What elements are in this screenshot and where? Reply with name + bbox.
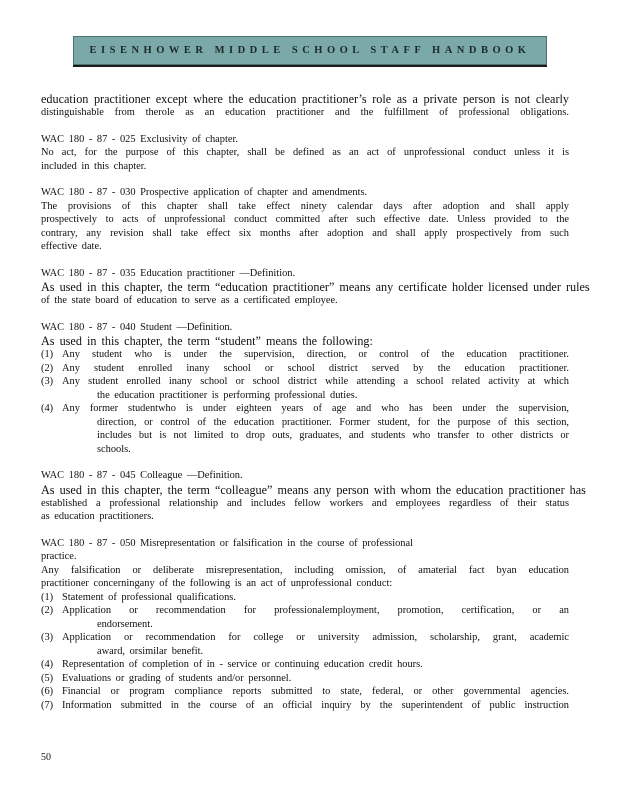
item-line: Any former studentwho is under eighteen years of age and who has been under the supervision, xyxy=(62,403,569,414)
item-number: (4) xyxy=(41,659,54,670)
item-line: Any student who is under the supervision, direction, or control of the education practitioner. xyxy=(62,349,569,360)
item-number: (4) xyxy=(41,403,54,414)
list-item xyxy=(41,362,569,376)
section-025-heading: WAC 180 - 87 - 025 Exclusivity of chapter. xyxy=(41,133,238,145)
list-item xyxy=(41,658,569,672)
page-number: 50 xyxy=(41,752,51,763)
section-030-heading: WAC 180 - 87 - 030 Prospective application of chapter and amendments. xyxy=(41,187,368,198)
section-030-line-4: effective date. xyxy=(41,241,102,252)
section-045-line-2: established a professional relationship and includes fellow workers and employees regardless of their status xyxy=(41,497,569,509)
header-title: EISENHOWER MIDDLE SCHOOL STAFF HANDBOOK xyxy=(89,45,531,56)
item-number: (2) xyxy=(41,362,54,374)
section-040-intro: As used in this chapter, the term “student” means the following: xyxy=(41,334,373,348)
item-line: includes but is not limited to drop outs, graduates, and students who transfer to other districts or xyxy=(97,430,569,441)
section-025-line-1: No act, for the purpose of this chapter, shall be defined as an act of unprofessional conduct unless it is xyxy=(41,147,569,158)
section-035-line-2: of the state board of education to serve as a certificated employee. xyxy=(41,295,338,306)
item-line: Application or recommendation for professionalemployment, promotion, certification, or an xyxy=(62,605,569,616)
list-item xyxy=(41,604,569,631)
intro-line-1: education practitioner except where the education practitioner’s role as a private person is not clearly xyxy=(41,92,569,106)
section-050-heading: WAC 180 - 87 - 050 Misrepresentation or falsification in the course of professional xyxy=(41,537,413,549)
item-number: (3) xyxy=(41,376,54,387)
section-050-line-1: Any falsification or deliberate misrepresentation, including omission, of amaterial fact byan education xyxy=(41,564,569,576)
list-item xyxy=(41,631,569,658)
item-line: schools. xyxy=(97,443,131,455)
list-item xyxy=(41,685,569,699)
section-030-line-1: The provisions of this chapter shall take effect ninety calendar days after adoption and shall apply xyxy=(41,200,569,212)
item-number: (6) xyxy=(41,686,54,697)
list-item xyxy=(41,375,569,402)
item-line: Evaluations or grading of students and/or personnel. xyxy=(62,672,292,684)
item-line: Representation of completion of in - service or continuing education credit hours. xyxy=(62,659,423,670)
item-number: (7) xyxy=(41,699,54,711)
section-035-heading: WAC 180 - 87 - 035 Education practitioner —Definition. xyxy=(41,267,296,279)
list-item xyxy=(41,672,569,686)
list-item xyxy=(41,402,569,456)
intro-line-2: distinguishable from therole as an education practitioner and the fulfillment of professional obligations. xyxy=(41,107,569,118)
item-line: Any student enrolled inany school or school district served by the education practitioner. xyxy=(62,362,569,374)
section-050-heading-2: practice. xyxy=(41,551,77,562)
item-line: Information submitted in the course of an official inquiry by the superintendent of public instruction xyxy=(62,699,569,711)
item-number: (2) xyxy=(41,605,54,616)
section-030-line-3: contrary, any revision shall take effect six months after adoption and shall apply prospectively from such xyxy=(41,227,569,239)
item-line: Application or recommendation for college or university admission, scholarship, grant, academic xyxy=(62,632,569,643)
section-040-heading: WAC 180 - 87 - 040 Student —Definition. xyxy=(41,321,233,333)
section-025-line-2: included in this chapter. xyxy=(41,160,147,172)
item-line: Financial or program compliance reports submitted to state, federal, or other governmental agencies. xyxy=(62,686,569,697)
section-035-line-1: As used in this chapter, the term “education practitioner” means any certificate holder licensed under rules xyxy=(41,280,590,294)
list-item xyxy=(41,591,569,605)
item-number: (5) xyxy=(41,672,54,684)
item-line: Any student enrolled inany school or school district while attending a school related activity at which xyxy=(62,376,569,387)
list-item xyxy=(41,348,569,362)
item-number: (1) xyxy=(41,349,54,360)
section-030-line-2: prospectively to acts of unprofessional conduct committed after such effective date. Unless provided to the xyxy=(41,214,569,225)
handbook-header xyxy=(73,36,547,65)
section-045-line-1: As used in this chapter, the term “colleague” means any person with whom the education practitioner has xyxy=(41,482,586,497)
section-045-heading: WAC 180 - 87 - 045 Colleague —Definition. xyxy=(41,470,243,481)
page-content xyxy=(41,92,590,712)
item-line: endorsement. xyxy=(97,618,153,630)
list-item xyxy=(41,699,569,713)
item-number: (3) xyxy=(41,632,54,643)
item-line: award, orsimilar benefit. xyxy=(97,645,204,657)
item-line: the education practitioner is performing professional duties. xyxy=(97,389,358,401)
item-number: (1) xyxy=(41,591,54,603)
item-line: Statement of professional qualifications. xyxy=(62,591,236,603)
section-045-line-3: as education practitioners. xyxy=(41,511,154,522)
item-line: direction, or control of the education practitioner. Former student, for the purpose of this section, xyxy=(97,416,569,428)
section-050-line-2: practitioner concerningany of the following is an act of unprofessional conduct: xyxy=(41,578,393,589)
